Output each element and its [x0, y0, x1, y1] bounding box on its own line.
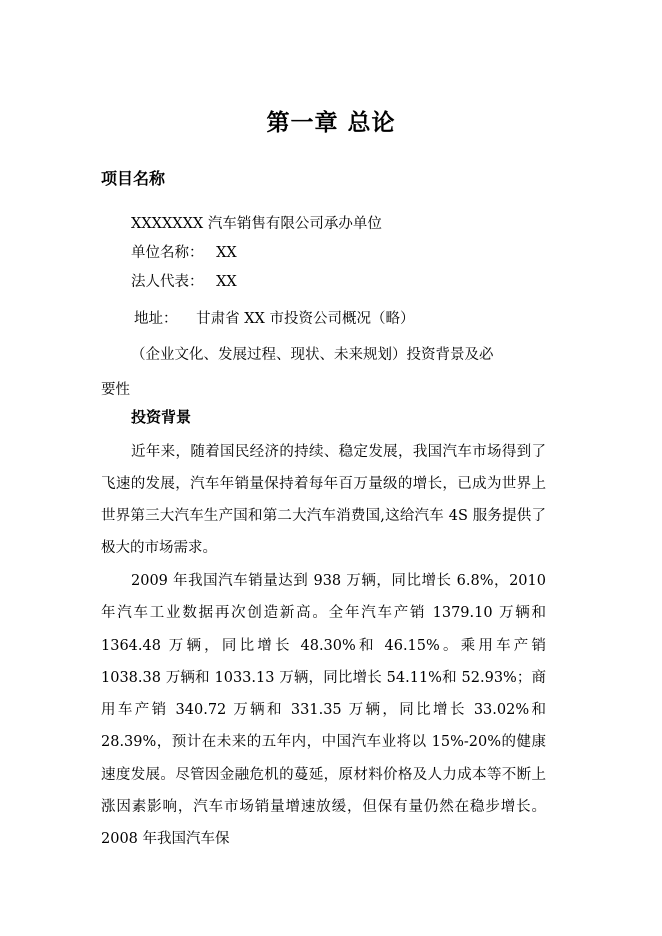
unit-name-value: XX [216, 245, 237, 261]
legal-rep-label: 法人代表： [131, 274, 204, 290]
overview-line-1: （企业文化、发展过程、现状、未来规划）投资背景及必 [131, 347, 494, 363]
address-row [134, 309, 414, 329]
overview-line-2: 要性 [101, 382, 130, 398]
project-line: XXXXXXX 汽车销售有限公司承办单位 [131, 216, 382, 232]
unit-name-label: 单位名称： [131, 245, 204, 261]
legal-rep-row [131, 272, 237, 292]
address-value: 甘肃省 XX 市投资公司概况（略） [196, 311, 415, 327]
legal-rep-value: XX [216, 274, 237, 290]
investment-background-heading: 投资背景 [131, 408, 192, 426]
paragraph-2: 2009 年我国汽车销量达到 938 万辆，同比增长 6.8%，2010 年汽车工业数据再次创造新高。全年汽车产销 1379.10 万辆和 1364.48 万辆，同比增长 48.30%和 46.15%。乘用车产销 1038.38 万辆和 1033.13 万辆，同比增长 54.11%和 52.93%；商用车产销 340.72 万辆和 331.35 万辆，同比增长 33.02%和 28.39%，预计在未来的五年内，中国汽车业将以 15%-20%的健康速度发展。尽管因金融危机的蔓延，原材料价格及人力成本等不断上涨因素影响，汽车市场销量增速放缓，但保有量仍然在稳步增长。2008 年我国汽车保 [101, 573, 546, 848]
address-label: 地址： [134, 311, 178, 327]
unit-name-row [131, 243, 237, 263]
chapter-title: 第一章 总论 [266, 109, 396, 136]
section-heading: 项目名称 [101, 169, 166, 188]
paragraph-1: 近年来，随着国民经济的持续、稳定发展，我国汽车市场得到了飞速的发展，汽车年销量保持着每年百万量级的增长，已成为世界上世界第三大汽车生产国和第二大汽车消费国,这给汽车 4S 服务提供了极大的市场需求。 [101, 444, 546, 556]
